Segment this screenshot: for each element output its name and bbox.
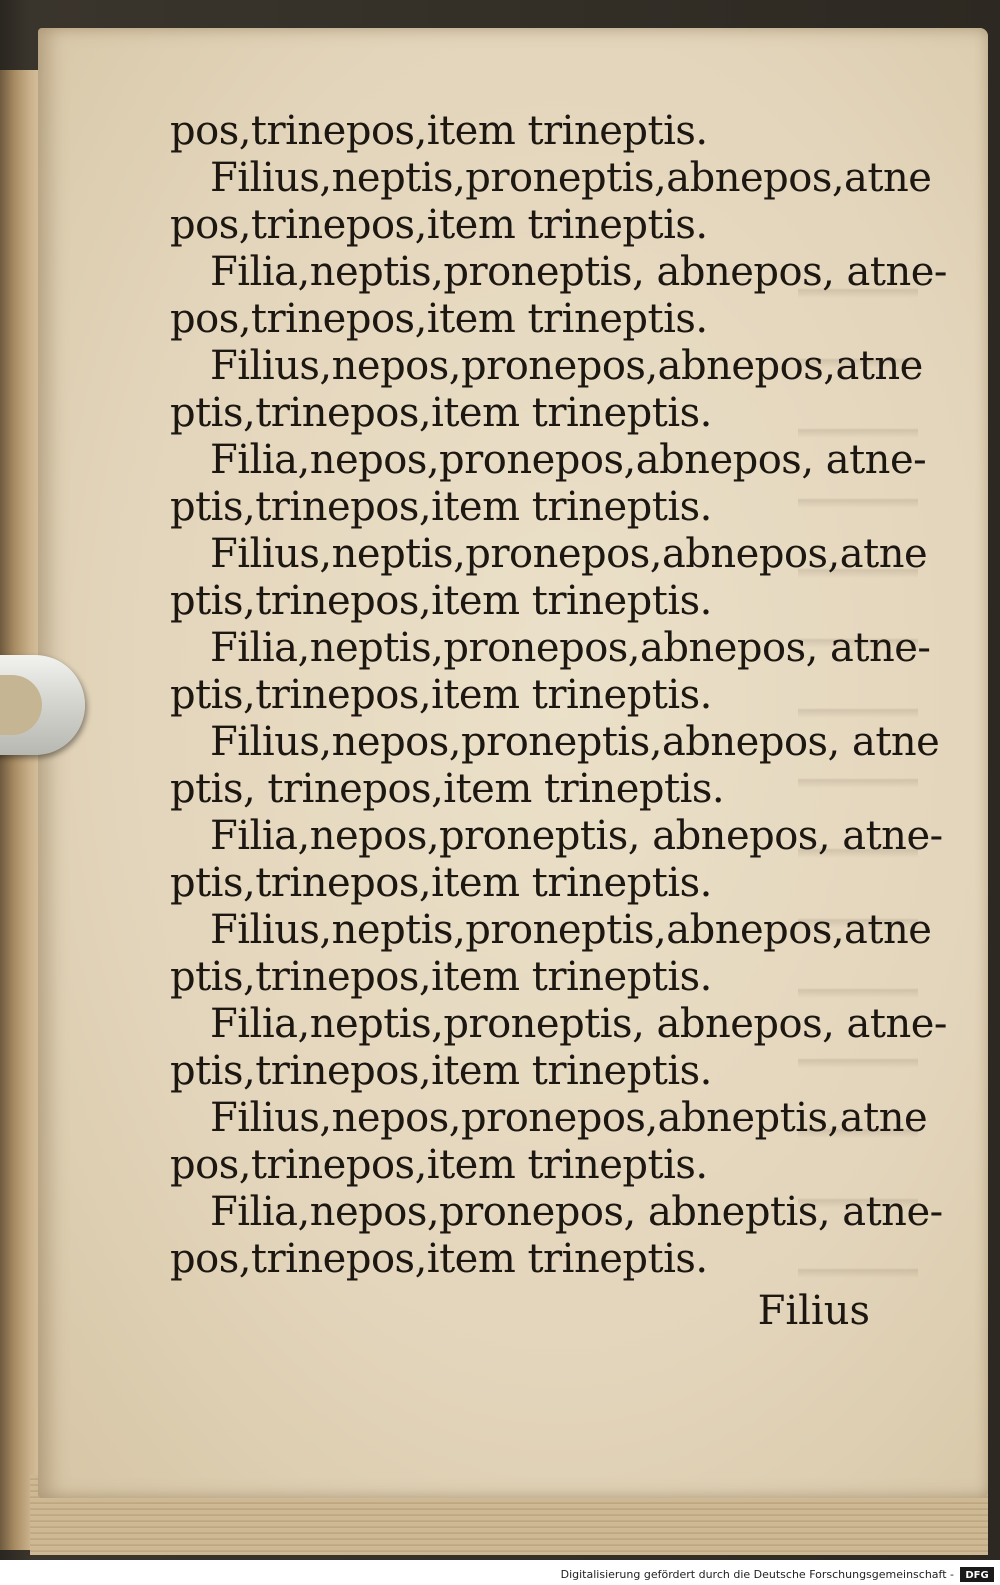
footer-credit: Digitalisierung gefördert durch die Deutsche Forschungsgemeinschaft - <box>560 1568 954 1581</box>
text-line: ptis,trinepos,item trineptis. <box>170 578 712 624</box>
text-line: Filius,nepos,proneptis,abnepos, atne <box>210 719 940 765</box>
text-line: Filia,nepos,pronepos, abneptis, atne- <box>210 1189 943 1235</box>
text-line: pos,trinepos,item trineptis. <box>170 108 708 154</box>
text-line: pos,trinepos,item trineptis. <box>170 1142 708 1188</box>
text-line: ptis,trinepos,item trineptis. <box>170 954 712 1000</box>
text-line: Filius,neptis,proneptis,abnepos,atne <box>210 155 932 201</box>
text-line: Filius,neptis,proneptis,abnepos,atne <box>210 907 932 953</box>
footer <box>0 1561 1000 1585</box>
text-line: ptis,trinepos,item trineptis. <box>170 860 712 906</box>
text-line: ptis,trinepos,item trineptis. <box>170 390 712 436</box>
text-line: pos,trinepos,item trineptis. <box>170 1236 708 1282</box>
text-line: Filia,neptis,proneptis, abnepos, atne- <box>210 249 947 295</box>
text-line: pos,trinepos,item trineptis. <box>170 296 708 342</box>
page-clip-inner <box>0 675 42 735</box>
text-line: ptis,trinepos,item trineptis. <box>170 672 712 718</box>
text-line: ptis,trinepos,item trineptis. <box>170 484 712 530</box>
text-line: Filia,neptis,pronepos,abnepos, atne- <box>210 625 931 671</box>
text-line: Filia,nepos,proneptis, abnepos, atne- <box>210 813 943 859</box>
text-line: ptis, trinepos,item trineptis. <box>170 766 725 812</box>
text-line: Filia,nepos,pronepos,abnepos, atne- <box>210 437 927 483</box>
text-line: Filius,nepos,pronepos,abneptis,atne <box>210 1095 928 1141</box>
catchword: Filius <box>757 1288 870 1334</box>
text-line: Filius,neptis,pronepos,abnepos,atne <box>210 531 928 577</box>
text-line: ptis,trinepos,item trineptis. <box>170 1048 712 1094</box>
page-text <box>170 108 947 1283</box>
book-edge <box>0 70 42 1550</box>
text-line: Filius,nepos,pronepos,abnepos,atne <box>210 343 923 389</box>
text-line: Filia,neptis,proneptis, abnepos, atne- <box>210 1001 947 1047</box>
text-line: pos,trinepos,item trineptis. <box>170 202 708 248</box>
dfg-logo: DFG <box>960 1567 994 1582</box>
